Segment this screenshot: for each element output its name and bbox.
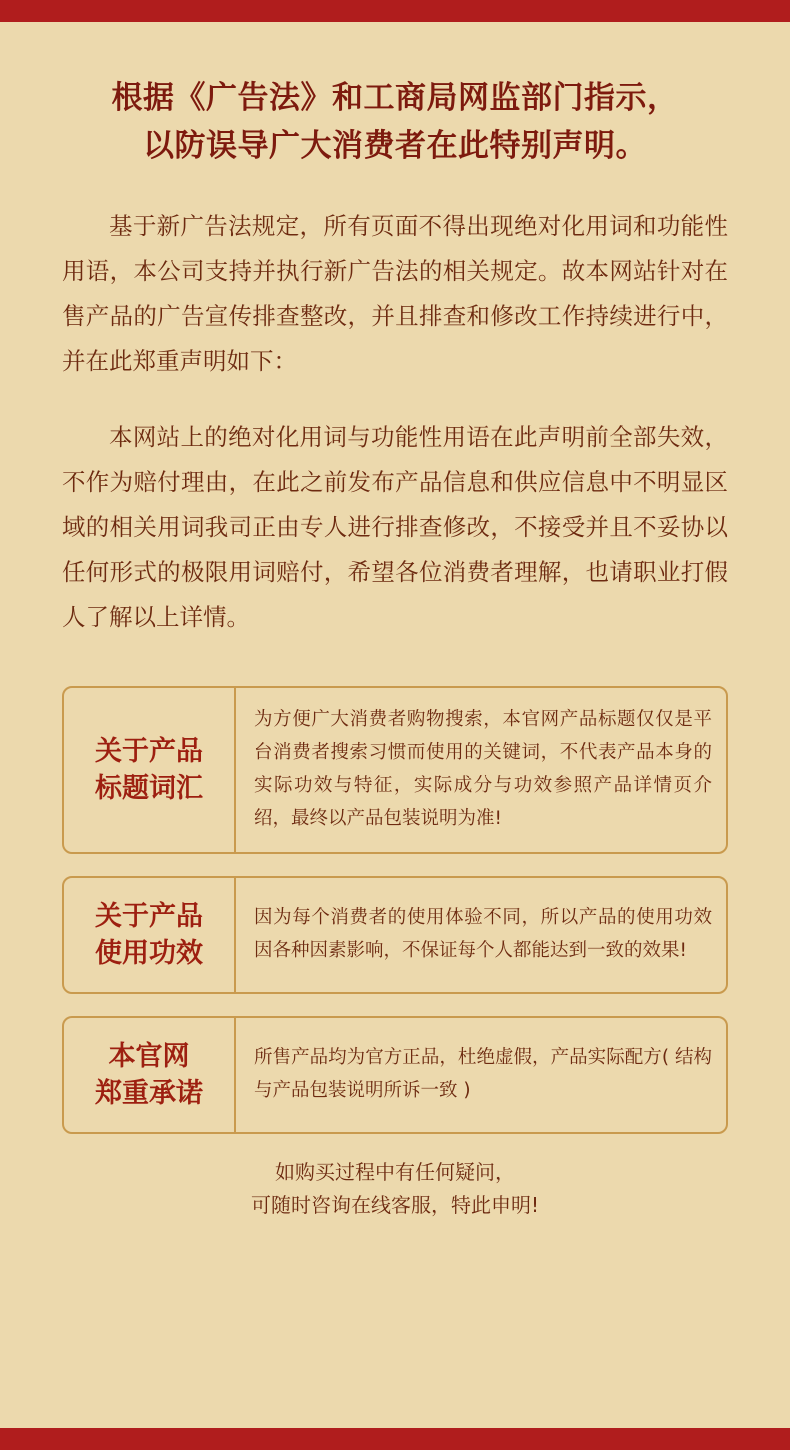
page-title <box>62 74 728 170</box>
footer-note-line-2: 可随时咨询在线客服，特此申明! <box>250 1192 540 1217</box>
statement-card-title-line-2: 标题词汇 <box>95 772 203 804</box>
statement-card-title-line-1: 关于产品 <box>95 900 203 932</box>
disclaimer-paragraph-1: 基于新广告法规定，所有页面不得出现绝对化用词和功能性用语，本公司支持并执行新广告法的相关规定。故本网站针对在售产品的广告宣传排查整改，并且排查和修改工作持续进行中，并在此郑重声明如下： <box>62 212 728 376</box>
page-title-line-1: 根据《广告法》和工商局网监部门指示， <box>111 80 679 116</box>
statement-card-title <box>64 688 236 852</box>
footer-note <box>62 1156 728 1222</box>
statement-card-title <box>64 1018 236 1132</box>
statement-card-title-line-1: 关于产品 <box>95 735 203 767</box>
statement-card-title-line-2: 使用功效 <box>95 937 203 969</box>
disclaimer-content <box>0 22 790 1428</box>
statement-card-official-promise <box>62 1016 728 1134</box>
statement-card-product-title <box>62 686 728 854</box>
statement-card-product-effect <box>62 876 728 994</box>
statement-card-title-line-1: 本官网 <box>108 1040 190 1072</box>
page-title-line-2: 以防误导广大消费者在此特别声明。 <box>143 128 647 165</box>
statement-card-body: 因为每个消费者的使用体验不同，所以产品的使用功效因各种因素影响，不保证每个人都能达到一致的效果! <box>254 906 712 961</box>
statement-card-body: 所售产品均为官方正品，杜绝虚假，产品实际配方( 结构与产品包装说明所诉一致 ) <box>254 1046 712 1101</box>
bottom-accent-bar <box>0 1428 790 1450</box>
footer-note-line-1: 如购买过程中有任何疑问， <box>275 1159 515 1184</box>
top-accent-bar <box>0 0 790 22</box>
statement-card-list <box>62 686 728 1134</box>
statement-card-title <box>64 878 236 992</box>
statement-card-title-line-2: 郑重承诺 <box>95 1077 203 1109</box>
disclaimer-paragraph-2: 本网站上的绝对化用词与功能性用语在此声明前全部失效，不作为赔付理由，在此之前发布产品信息和供应信息中不明显区域的相关用词我司正由专人进行排查修改，不接受并且不妥协以任何形式的极限用词赔付，希望各位消费者理解，也请职业打假人了解以上详情。 <box>62 422 728 631</box>
statement-card-body: 为方便广大消费者购物搜索，本官网产品标题仅仅是平台消费者搜索习惯而使用的关键词，不代表产品本身的实际功效与特征，实际成分与功效参照产品详情页介绍，最终以产品包装说明为准! <box>254 709 712 829</box>
